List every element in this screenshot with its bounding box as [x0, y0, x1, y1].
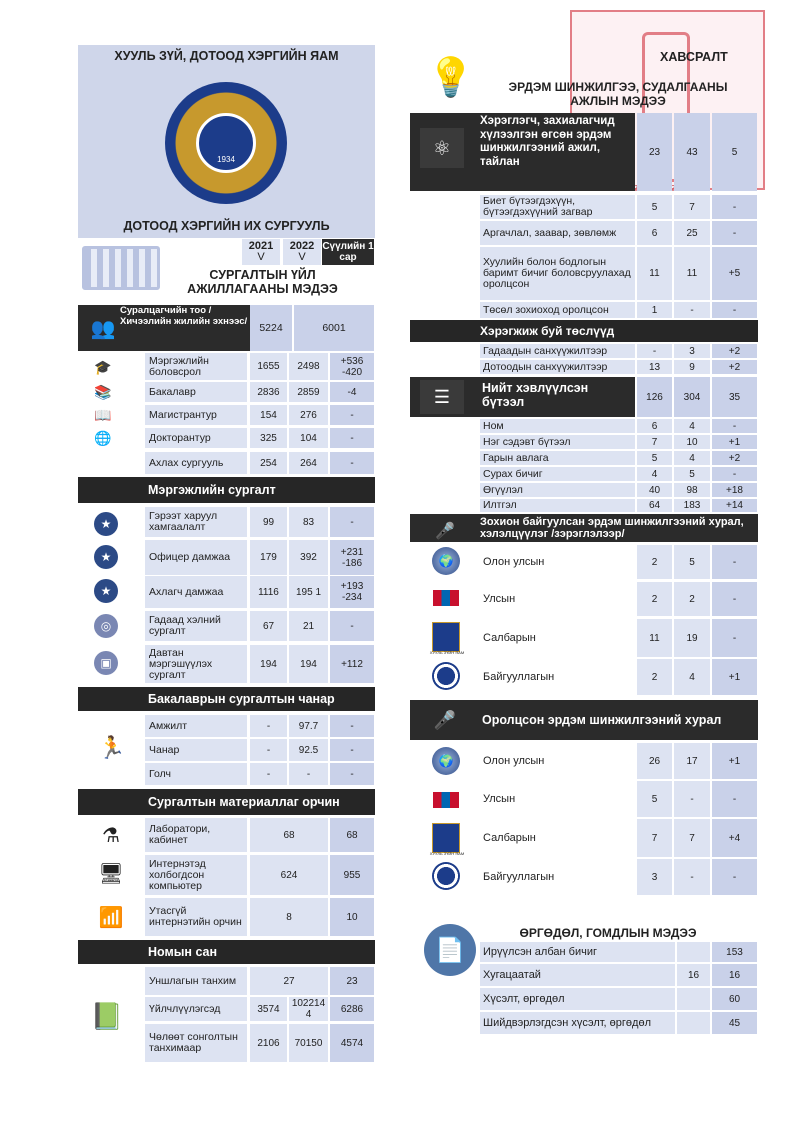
year-2022-label: 2022: [289, 240, 315, 252]
stacked-books-icon: ☰: [420, 380, 464, 414]
conf-part-row-label: Олон улсын: [483, 754, 545, 767]
prof-row-b: 21: [289, 611, 328, 641]
user-row-c: -: [712, 221, 757, 245]
library-row-label: Үйлчлүүлэгсэд: [145, 997, 247, 1021]
project-row-label: Дотоодын санхүүжилтээр: [480, 360, 635, 374]
user-row-a: 1: [637, 302, 672, 318]
conf-org-row-b: 2: [674, 582, 710, 616]
students-row-b: 264: [289, 452, 328, 474]
prof-row-label: Офицер дамжаа: [145, 540, 247, 575]
material-section-title: Сургалтын материаллаг орчин: [78, 789, 375, 815]
project-row-a: -: [637, 344, 672, 358]
conf-org-row-c: -: [712, 582, 757, 616]
book-stack-icon: 📖: [94, 406, 112, 423]
complaint-row-b: [677, 1012, 710, 1034]
appendix-label: ХАВСРАЛТ: [660, 50, 728, 64]
material-row-b: 955: [330, 855, 374, 895]
user-row-label: Аргачлал, заавар, зөвлөмж: [480, 221, 635, 245]
quality-row-c: -: [330, 763, 374, 785]
pub-row-a: 40: [637, 483, 672, 497]
students-row-c: -: [330, 405, 374, 425]
quality-row-b: 92.5: [289, 739, 328, 761]
quality-row-a: -: [250, 739, 287, 761]
prof-row-label: Давтан мэргэшүүлэх сургалт: [145, 645, 247, 683]
students-row-b: 104: [289, 428, 328, 448]
user-row-a: 6: [637, 221, 672, 245]
mongolia-flag-icon: [433, 792, 459, 808]
library-row-c: 23: [330, 967, 374, 995]
year-2021-mark: V: [257, 251, 265, 263]
pub-row-b: 10: [674, 435, 710, 449]
students-row-label: Бакалавр: [145, 382, 247, 402]
conf-org-row-a: 11: [637, 619, 672, 657]
material-row-label: Утасгүй интернэтийн орчин: [145, 898, 247, 936]
quality-section-title: Бакалаврын сургалтын чанар: [78, 687, 375, 711]
books-icon: 📚: [94, 383, 112, 400]
project-row-c: +2: [712, 344, 757, 358]
project-row-c: +2: [712, 360, 757, 374]
students-row-label: Магистрантур: [145, 405, 247, 425]
students-label: Суралцагчийн тоо /Хичээлийн жилийн эхнээс/: [120, 305, 248, 327]
conf-part-row-c: -: [712, 859, 757, 895]
pub-row-b: 183: [674, 499, 710, 512]
pub-row-c: +18: [712, 483, 757, 497]
conf-org-row-a: 2: [637, 545, 672, 579]
prof-row-b: 194: [289, 645, 328, 683]
complaint-row-c: 60: [712, 988, 757, 1010]
last-month-header: Сүүлийн 1 сар: [322, 241, 374, 263]
pub-row-c: +14: [712, 499, 757, 512]
prof-row-label: Ахлагч дамжаа: [145, 576, 247, 608]
students-row-label: Мэргэжлийн боловсрол: [145, 353, 247, 380]
emblem-center: [196, 113, 256, 173]
library-section-title: Номын сан: [78, 940, 375, 964]
students-row-c: -: [330, 452, 374, 474]
conf-part-row-a: 5: [637, 781, 672, 817]
project-row-b: 3: [674, 344, 710, 358]
prof-row-label: Гэрээт харуул хамгаалалт: [145, 507, 247, 537]
reading-book-icon: 📗: [90, 1000, 124, 1031]
conf-org-row-label: Байгууллагын: [483, 670, 555, 683]
conf-part-row-b: 7: [674, 819, 710, 857]
pub-row-b: 5: [674, 467, 710, 481]
material-row-b: 10: [330, 898, 374, 936]
students-row-a: 2836: [250, 382, 287, 402]
user-row-b: 11: [674, 247, 710, 300]
pub-row-label: Өгүүлэл: [480, 483, 635, 497]
user-row-c: -: [712, 195, 757, 219]
material-row-label: Интернэтэд холбогдсон компьютер: [145, 855, 247, 895]
material-row-a: 624: [250, 855, 328, 895]
research-title: ЭРДЭМ ШИНЖИЛГЭЭ, СУДАЛГААНЫ АЖЛЫН МЭДЭЭ: [508, 80, 728, 108]
user-row-a: 5: [637, 195, 672, 219]
complaint-row-label: Хүсэлт, өргөдөл: [480, 988, 675, 1010]
publications-c: 35: [712, 377, 757, 417]
library-row-a: 3574: [250, 997, 287, 1021]
students-row-b: 2859: [289, 382, 328, 402]
sergeant-badge-icon: ★: [94, 579, 118, 603]
pub-row-b: 98: [674, 483, 710, 497]
document-icon: 📄: [424, 924, 476, 976]
prof-row-a: 67: [250, 611, 287, 641]
conf-org-row-label: Улсын: [483, 592, 516, 605]
complaint-row-label: Шийдвэрлэгдсэн хүсэлт, өргөдөл: [480, 1012, 675, 1034]
conf-part-row-label: Улсын: [483, 792, 516, 805]
complaint-row-b: [677, 988, 710, 1010]
conf-part-row-c: +4: [712, 819, 757, 857]
library-row-b: 102214 4: [289, 997, 328, 1021]
publications-b: 304: [674, 377, 710, 417]
students-row-b: 2498: [289, 353, 328, 380]
lectern-icon: 🎤: [433, 709, 457, 730]
library-row-b: 70150: [289, 1024, 328, 1062]
user-research-a: 23: [637, 113, 672, 191]
quality-row-label: Чанар: [145, 739, 247, 761]
conf-org-row-a: 2: [637, 659, 672, 695]
conf-part-row-a: 26: [637, 743, 672, 779]
user-research-c: 5: [712, 113, 757, 191]
runner-stairs-icon: 🏃: [98, 735, 126, 760]
library-row-c: 4574: [330, 1024, 374, 1062]
library-row-label: Чөлөөт сонголтын танхимаар: [145, 1024, 247, 1062]
students-row-label: Ахлах сургууль: [145, 452, 247, 474]
conf-org-row-b: 4: [674, 659, 710, 695]
pub-row-a: 4: [637, 467, 672, 481]
conf-part-row-c: -: [712, 781, 757, 817]
students-2021: 5224: [250, 305, 292, 351]
user-row-label: Хуулийн болон бодлогын баримт бичиг боловсруулахад оролцсон: [480, 247, 635, 300]
quality-row-b: 97.7: [289, 715, 328, 737]
university-seal-icon: [432, 662, 460, 690]
pub-row-a: 5: [637, 451, 672, 465]
ministry-logo-icon: [432, 622, 460, 652]
prof-row-a: 179: [250, 540, 287, 575]
user-row-b: -: [674, 302, 710, 318]
conf-org-row-c: +1: [712, 659, 757, 695]
material-row-a: 68: [250, 818, 328, 852]
year-2021-label: 2021: [248, 240, 274, 252]
lab-flask-icon: ⚗: [102, 824, 120, 847]
pub-row-b: 4: [674, 451, 710, 465]
training-title: СУРГАЛТЫН ҮЙЛ АЖИЛЛАГААНЫ МЭДЭЭ: [187, 268, 338, 296]
library-row-a: 2106: [250, 1024, 287, 1062]
quality-row-c: -: [330, 715, 374, 737]
pub-row-b: 4: [674, 419, 710, 433]
conf-org-title: Зохион байгуулсан эрдэм шинжилгээний хурал, хэлэлцүүлэг /зэрэглэлээр/: [480, 516, 744, 540]
students-row-a: 254: [250, 452, 287, 474]
world-globe-icon: 🌍: [432, 547, 460, 575]
prof-row-label: Гадаад хэлний сургалт: [145, 611, 247, 641]
ministry-logo-caption: ХУУЛЬ ЗҮЙН ЯАМ: [429, 650, 465, 655]
user-research-b: 43: [674, 113, 710, 191]
hand-atom-icon: ⚛: [420, 128, 464, 168]
lightbulb-icon: 💡: [427, 57, 475, 99]
conf-part-row-a: 7: [637, 819, 672, 857]
library-row-b: 27: [250, 967, 328, 995]
pub-row-c: -: [712, 419, 757, 433]
pub-row-c: -: [712, 467, 757, 481]
conf-part-row-c: +1: [712, 743, 757, 779]
pub-row-label: Илтгэл: [480, 499, 635, 512]
university-title: ДОТООД ХЭРГИЙН ИХ СУРГУУЛЬ: [123, 219, 330, 233]
students-row-c: -4: [330, 382, 374, 402]
complaint-row-c: 153: [712, 942, 757, 962]
prof-row-b: 83: [289, 507, 328, 537]
pub-row-a: 6: [637, 419, 672, 433]
ministry-logo-icon: [432, 823, 460, 853]
prof-row-b: 195 1: [289, 576, 328, 608]
year-2021-header: [242, 239, 280, 265]
complaint-row-c: 16: [712, 964, 757, 986]
material-row-label: Лаборатори, кабинет: [145, 818, 247, 852]
trainer-icon: ▣: [94, 651, 118, 675]
prof-row-a: 194: [250, 645, 287, 683]
language-globe-icon: ◎: [94, 614, 118, 638]
speaker-podium-icon: 🎤: [435, 523, 455, 540]
prof-row-c: +112: [330, 645, 374, 683]
pub-row-label: Гарын авлага: [480, 451, 635, 465]
project-row-label: Гадаадын санхүүжилтээр: [480, 344, 635, 358]
complaints-title: ӨРГӨДӨЛ, ГОМДЛЫН МЭДЭЭ: [519, 926, 697, 940]
user-row-c: -: [712, 302, 757, 318]
people-icon: 👥: [90, 317, 116, 340]
publications-a: 126: [637, 377, 672, 417]
quality-row-c: -: [330, 739, 374, 761]
students-2022: 6001: [294, 305, 374, 351]
mongolia-flag-icon: [433, 590, 459, 606]
conf-org-row-label: Салбарын: [483, 631, 536, 644]
prof-row-c: -: [330, 611, 374, 641]
pub-row-a: 7: [637, 435, 672, 449]
conf-part-row-label: Байгууллагын: [483, 870, 555, 883]
conf-org-row-b: 5: [674, 545, 710, 579]
ministry-title: ХУУЛЬ ЗҮЙ, ДОТООД ХЭРГИЙН ЯАМ: [114, 49, 339, 63]
prof-row-b: 392: [289, 540, 328, 575]
conf-org-row-c: -: [712, 619, 757, 657]
complaint-row-b: 16: [677, 964, 710, 986]
quality-row-a: -: [250, 715, 287, 737]
graduate-icon: 🎓: [94, 358, 112, 375]
year-2022-header: [283, 239, 321, 265]
prof-section-title: Мэргэжлийн сургалт: [78, 477, 375, 503]
complaint-row-label: Хугацаатай: [480, 964, 675, 986]
emblem-year: 1934: [217, 155, 235, 164]
conf-part-row-b: -: [674, 859, 710, 895]
user-row-label: Биет бүтээгдэхүүн, бүтээгдэхүүний загвар: [480, 195, 635, 219]
material-row-b: 68: [330, 818, 374, 852]
publications-label: Нийт хэвлүүлсэн бүтээл: [482, 381, 589, 409]
prof-row-a: 99: [250, 507, 287, 537]
library-row-c: 6286: [330, 997, 374, 1021]
quality-row-a: -: [250, 763, 287, 785]
user-row-b: 7: [674, 195, 710, 219]
library-row-label: Уншлагын танхим: [145, 967, 247, 995]
prof-row-a: 1116: [250, 576, 287, 608]
university-seal-icon: [432, 862, 460, 890]
students-row-label: Докторантур: [145, 428, 247, 448]
pub-row-label: Сурах бичиг: [480, 467, 635, 481]
pub-row-c: +1: [712, 435, 757, 449]
conf-part-title: Оролцсон эрдэм шинжилгээний хурал: [482, 713, 722, 727]
quality-row-label: Голч: [145, 763, 247, 785]
conf-part-row-b: 17: [674, 743, 710, 779]
conf-part-row-b: -: [674, 781, 710, 817]
user-row-c: +5: [712, 247, 757, 300]
conf-part-row-label: Салбарын: [483, 831, 536, 844]
students-row-c: -: [330, 428, 374, 448]
conf-org-row-label: Олон улсын: [483, 555, 545, 568]
conf-org-row-b: 19: [674, 619, 710, 657]
complaint-row-label: Ирүүлсэн албан бичиг: [480, 942, 675, 962]
officer-star-icon: ★: [94, 545, 118, 569]
university-emblem: [165, 82, 287, 204]
user-row-a: 11: [637, 247, 672, 300]
conf-org-row-a: 2: [637, 582, 672, 616]
computer-icon: 🖥: [98, 862, 124, 885]
police-badge-icon: ★: [94, 512, 118, 536]
material-row-a: 8: [250, 898, 328, 936]
project-row-a: 13: [637, 360, 672, 374]
students-row-c: +536 -420: [330, 353, 374, 380]
conf-org-row-c: -: [712, 545, 757, 579]
pub-row-label: Нэг сэдэвт бүтээл: [480, 435, 635, 449]
pub-row-c: +2: [712, 451, 757, 465]
prof-row-c: +193 -234: [330, 576, 374, 608]
ministry-logo-caption: ХУУЛЬ ЗҮЙН ЯАМ: [429, 851, 465, 856]
complaint-row-c: 45: [712, 1012, 757, 1034]
complaint-row-b: [677, 942, 710, 962]
project-row-b: 9: [674, 360, 710, 374]
user-row-b: 25: [674, 221, 710, 245]
prof-row-c: -: [330, 507, 374, 537]
world-globe-icon: 🌍: [432, 747, 460, 775]
projects-section-title: Хэрэгжиж буй төслүүд: [410, 320, 758, 342]
building-icon: [82, 246, 160, 290]
students-row-a: 1655: [250, 353, 287, 380]
prof-row-c: +231 -186: [330, 540, 374, 575]
quality-row-b: -: [289, 763, 328, 785]
user-row-label: Төсөл зохиоход оролцсон: [480, 302, 635, 318]
pub-row-label: Ном: [480, 419, 635, 433]
students-row-a: 325: [250, 428, 287, 448]
students-row-b: 276: [289, 405, 328, 425]
user-research-label: Хэрэглэгч, захиалагчид хүлээлгэн өгсөн эрдэм шинжилгээний ажил, тайлан: [480, 115, 615, 168]
year-2022-mark: V: [298, 251, 306, 263]
quality-row-label: Амжилт: [145, 715, 247, 737]
wifi-icon: 📶: [98, 906, 124, 929]
students-row-a: 154: [250, 405, 287, 425]
globe-cap-icon: 🌐: [94, 429, 112, 446]
pub-row-a: 64: [637, 499, 672, 512]
conf-part-row-a: 3: [637, 859, 672, 895]
